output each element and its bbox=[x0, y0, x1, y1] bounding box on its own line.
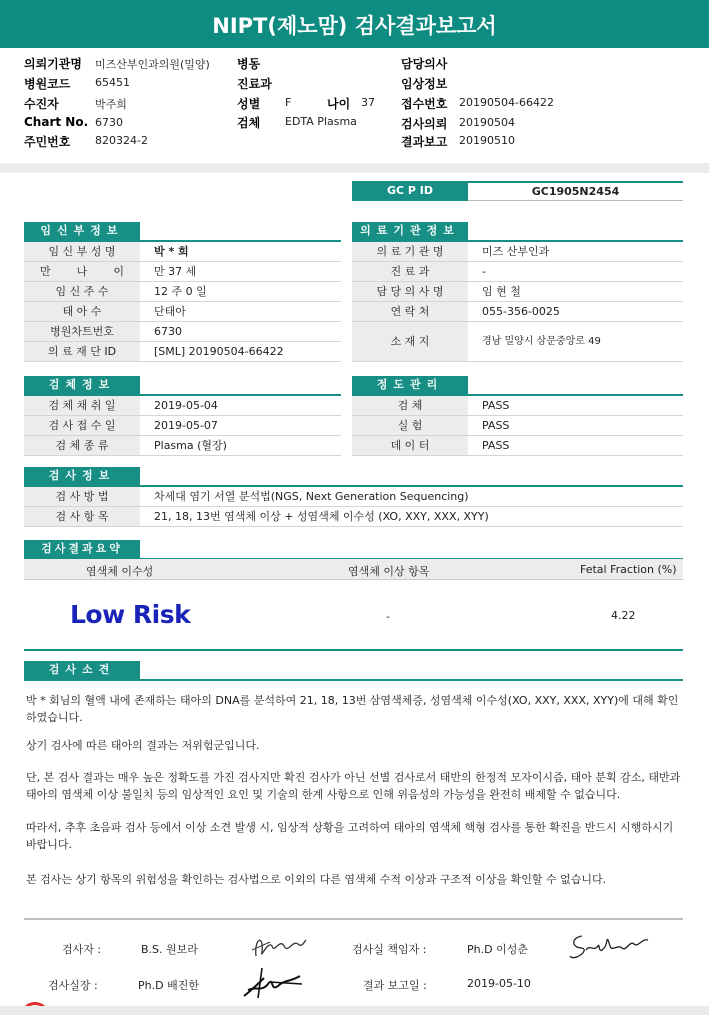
row-value: 단태아 bbox=[154, 305, 186, 318]
abnormal-value: - bbox=[386, 610, 390, 623]
row-value: 만 37 세 bbox=[154, 265, 197, 278]
table-row bbox=[24, 436, 341, 456]
summary-col-abnormal: 염색체 이상 항목 bbox=[348, 565, 430, 578]
row-label: 의 료 기 관 명 bbox=[352, 242, 468, 261]
row-label: 임 신 주 수 bbox=[24, 282, 140, 301]
section-summary-title: 검사결과요약 bbox=[24, 540, 140, 558]
report-date-label: 결과 보고일 : bbox=[363, 979, 427, 992]
director-value: Ph.D 배진한 bbox=[138, 979, 199, 992]
doctor-label: 담당의사 bbox=[401, 57, 448, 71]
clinical-label: 임상정보 bbox=[401, 77, 448, 91]
tester-label: 검사자 : bbox=[62, 943, 102, 956]
chief-value: Ph.D 이성춘 bbox=[467, 943, 528, 956]
age-value: 37 bbox=[361, 96, 375, 109]
row-value: Plasma (혈장) bbox=[154, 439, 227, 452]
findings-paragraph-3: 단, 본 검사 결과는 매우 높은 정확도를 가진 검사지만 확진 검사가 아닌 선별 검사로서 태반의 한정적 모자이시즘, 태아 분획 감소, 태반과 태아의 염색체 이상 불일치 등의 임상적인 요인 및 기술의 한계 사항으로 인해 위음성의 가능성을 완전히 배제할 수 없습니다. bbox=[26, 771, 681, 801]
table-row bbox=[24, 416, 341, 436]
row-label: 만 나 이 bbox=[24, 262, 140, 281]
table-row bbox=[24, 507, 683, 527]
age-label: 나이 bbox=[327, 97, 351, 111]
code-label: 병원코드 bbox=[24, 77, 71, 91]
section-test-title: 검사정보 bbox=[24, 467, 140, 485]
summary-header bbox=[24, 559, 683, 580]
summary-col-aneuploidy: 염색체 이수성 bbox=[86, 565, 154, 578]
director-signature bbox=[240, 962, 306, 1002]
request-label: 검사의뢰 bbox=[401, 117, 448, 131]
findings-paragraph-5: 본 검사는 상기 항목의 위험성을 확인하는 검사법으로 이외의 다른 염색체 수적 이상과 구조적 이상을 확인할 수 없습니다. bbox=[26, 873, 607, 886]
row-label: 담 당 의 사 명 bbox=[352, 282, 468, 301]
row-value: 6730 bbox=[154, 325, 182, 338]
table-row bbox=[352, 322, 683, 362]
header-divider bbox=[0, 163, 709, 173]
table-row bbox=[24, 302, 341, 322]
section-pregnant-title: 임신부정보 bbox=[24, 222, 140, 240]
ssn-label: 주민번호 bbox=[24, 135, 71, 149]
receiver-label: 수진자 bbox=[24, 97, 59, 111]
row-value: 2019-05-04 bbox=[154, 399, 218, 412]
table-row bbox=[24, 487, 683, 507]
accession-value: 20190504-66422 bbox=[459, 96, 554, 109]
hospital-label: 의뢰기관명 bbox=[24, 57, 82, 71]
result-low-risk: Low Risk bbox=[70, 600, 191, 629]
sex-label: 성별 bbox=[237, 97, 261, 111]
specimen-value: EDTA Plasma bbox=[285, 115, 357, 128]
summary-bottom-line bbox=[24, 649, 683, 651]
sex-value: F bbox=[285, 96, 292, 109]
section-findings-title: 검사소견 bbox=[24, 661, 140, 679]
footer-divider bbox=[24, 918, 683, 920]
row-value: 055-356-0025 bbox=[482, 305, 560, 318]
tester-signature bbox=[250, 928, 308, 964]
gcpid-value: GC1905N2454 bbox=[468, 181, 683, 201]
row-label: 병원차트번호 bbox=[24, 322, 140, 341]
table-row bbox=[352, 302, 683, 322]
fetal-fraction-value: 4.22 bbox=[611, 609, 636, 622]
row-value: PASS bbox=[482, 399, 510, 412]
row-label: 검 사 접 수 일 bbox=[24, 416, 140, 435]
row-value: 21, 18, 13번 염색체 이상 + 성염색체 이수성 (XO, XXY, XXX, XYY) bbox=[154, 510, 489, 523]
row-label: 검 사 항 목 bbox=[24, 507, 140, 526]
code-value: 65451 bbox=[95, 76, 130, 89]
row-label: 검 체 bbox=[352, 396, 468, 415]
receiver-value: 박주희 bbox=[95, 98, 127, 111]
chief-signature bbox=[568, 926, 650, 966]
row-value: [SML] 20190504-66422 bbox=[154, 345, 284, 358]
findings-paragraph-1: 박 * 회님의 혈액 내에 존재하는 태아의 DNA를 분석하여 21, 18, 13번 삼염색체증, 성염색체 이수성(XO, XXY, XXX, XYY)에 대해 확인하였습니다. bbox=[26, 694, 679, 724]
report-value: 20190510 bbox=[459, 134, 515, 147]
row-value: PASS bbox=[482, 439, 510, 452]
section-institution-title: 의료기관정보 bbox=[352, 222, 468, 240]
row-value: 12 주 0 일 bbox=[154, 285, 207, 298]
row-label: 검 체 채 취 일 bbox=[24, 396, 140, 415]
summary-col-fetal-fraction: Fetal Fraction (%) bbox=[580, 563, 677, 576]
row-label: 임 신 부 성 명 bbox=[24, 242, 140, 261]
chart-value: 6730 bbox=[95, 116, 123, 129]
table-row bbox=[24, 282, 341, 302]
row-label: 데 이 터 bbox=[352, 436, 468, 455]
table-row bbox=[352, 416, 683, 436]
row-value: - bbox=[482, 265, 486, 278]
row-label: 검 체 종 류 bbox=[24, 436, 140, 455]
table-row bbox=[352, 282, 683, 302]
director-label: 검사실장 : bbox=[48, 979, 98, 992]
row-value: 박 * 희 bbox=[154, 245, 189, 258]
table-row bbox=[24, 342, 341, 362]
row-value: 차세대 염기 서열 분석법(NGS, Next Generation Sequencing) bbox=[154, 490, 469, 503]
section-specimen-title: 검체정보 bbox=[24, 376, 140, 394]
row-value: 임 현 철 bbox=[482, 285, 521, 298]
row-value: 2019-05-07 bbox=[154, 419, 218, 432]
chief-label: 검사실 책임자 : bbox=[352, 943, 427, 956]
table-row bbox=[24, 242, 341, 262]
table-row bbox=[24, 396, 341, 416]
table-row bbox=[24, 262, 341, 282]
findings-paragraph-2: 상기 검사에 따른 태아의 결과는 저위험군입니다. bbox=[26, 739, 260, 752]
row-value: 경남 밀양시 삼문중앙로 49 bbox=[482, 336, 601, 347]
row-label: 실 험 bbox=[352, 416, 468, 435]
row-label: 진 료 과 bbox=[352, 262, 468, 281]
findings-paragraph-4: 따라서, 추후 초음파 검사 등에서 이상 소견 발생 시, 임상적 상황을 고려하여 태아의 염색체 핵형 검사를 통한 확진을 반드시 시행하시기 바랍니다. bbox=[26, 821, 674, 851]
section-findings-line bbox=[24, 679, 683, 681]
request-value: 20190504 bbox=[459, 116, 515, 129]
row-label: 의 료 재 단 ID bbox=[24, 342, 140, 361]
row-value: PASS bbox=[482, 419, 510, 432]
row-value: 미즈 산부인과 bbox=[482, 245, 550, 258]
row-label: 검 사 방 법 bbox=[24, 487, 140, 506]
table-row bbox=[352, 262, 683, 282]
chart-label: Chart No. bbox=[24, 115, 89, 129]
report-label: 결과보고 bbox=[401, 135, 448, 149]
table-row bbox=[352, 242, 683, 262]
table-row bbox=[352, 396, 683, 416]
row-label: 태 아 수 bbox=[24, 302, 140, 321]
specimen-label: 검체 bbox=[237, 116, 261, 130]
bottom-band bbox=[0, 1006, 709, 1015]
tester-value: B.S. 원보라 bbox=[141, 943, 198, 956]
section-qc-title: 정도관리 bbox=[352, 376, 468, 394]
dept-label: 진료과 bbox=[237, 77, 272, 91]
ward-label: 병동 bbox=[237, 57, 261, 71]
accession-label: 접수번호 bbox=[401, 97, 448, 111]
table-row bbox=[352, 436, 683, 456]
row-label: 소 재 지 bbox=[352, 322, 468, 361]
gcpid-label: GC P ID bbox=[352, 181, 468, 201]
ssn-value: 820324-2 bbox=[95, 134, 148, 147]
report-title: NIPT(제노맘) 검사결과보고서 bbox=[0, 0, 709, 48]
table-row bbox=[24, 322, 341, 342]
hospital-value: 미즈산부인과의원(밀양) bbox=[95, 58, 210, 71]
row-label: 연 락 처 bbox=[352, 302, 468, 321]
report-date-value: 2019-05-10 bbox=[467, 977, 531, 990]
